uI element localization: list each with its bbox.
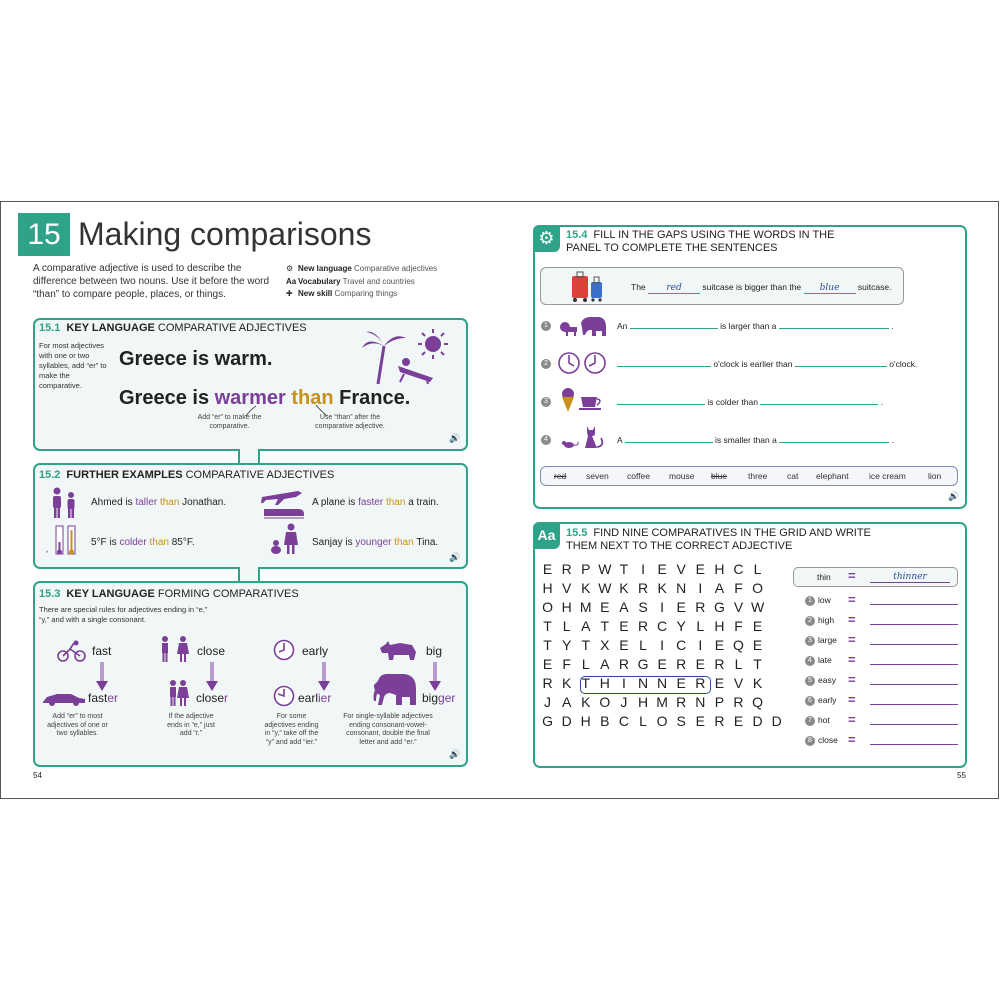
equals-sign: = xyxy=(848,632,856,647)
grid-letter[interactable]: E xyxy=(752,637,763,653)
word-bank-item[interactable]: cat xyxy=(787,471,799,481)
grid-letter[interactable]: A xyxy=(619,599,629,615)
grid-letter[interactable]: T xyxy=(619,561,629,577)
grid-letter[interactable]: W xyxy=(598,580,612,596)
comparative-bigger: bigger xyxy=(422,691,456,705)
question-number: 3 xyxy=(541,397,551,407)
grid-letter[interactable]: T xyxy=(543,618,552,634)
grid-letter[interactable]: L xyxy=(734,656,743,672)
word-bank-item[interactable]: mouse xyxy=(669,471,695,481)
note-earlier: For some adjectives ending in “y,” take off the “y” and add “ier.” xyxy=(264,713,319,746)
grid-letter[interactable]: G xyxy=(542,713,553,729)
answer-blank[interactable] xyxy=(630,328,718,329)
down-arrow xyxy=(429,662,441,692)
example-sentence-1: Greece is warm. xyxy=(119,348,273,370)
grid-letter[interactable]: T xyxy=(581,675,591,691)
grid-letter[interactable]: V xyxy=(676,561,686,577)
suitcases-icon xyxy=(568,270,608,304)
grid-letter[interactable]: V xyxy=(733,675,744,691)
speaker-icon[interactable]: 🔊 xyxy=(449,552,461,562)
grid-letter[interactable]: T xyxy=(753,656,762,672)
answer-line[interactable] xyxy=(870,684,958,685)
grid-letter[interactable]: E xyxy=(619,618,629,634)
equals-sign: = xyxy=(848,692,856,707)
note-faster: Add “er” to most adjectives of one or two syllables. xyxy=(47,713,108,737)
grid-letter[interactable]: E xyxy=(619,637,629,653)
grid-letter[interactable]: D xyxy=(752,713,763,729)
grid-letter[interactable]: L xyxy=(581,656,590,672)
thermometers-icon xyxy=(46,524,80,558)
grid-letter[interactable]: F xyxy=(734,580,743,596)
grid-letter[interactable]: N xyxy=(695,694,706,710)
answer-blank[interactable] xyxy=(795,366,887,367)
grid-letter[interactable]: C xyxy=(618,713,629,729)
grid-row xyxy=(538,580,767,596)
item-adjective: late xyxy=(818,655,832,665)
grid-letter[interactable]: I xyxy=(641,561,645,577)
aa-icon: Aa xyxy=(533,522,560,549)
answer-line[interactable] xyxy=(870,724,958,725)
grid-letter[interactable]: R xyxy=(695,599,706,615)
example-row-1: Ahmed is taller than Jonathan. xyxy=(91,497,227,508)
grid-letter[interactable]: H xyxy=(599,675,610,691)
note-arrows xyxy=(232,404,372,420)
grid-letter[interactable]: K xyxy=(752,675,763,691)
item-adjective: close xyxy=(818,735,838,745)
elephant-icon xyxy=(370,671,420,709)
example-sentence: The red suitcase is bigger than the blue suitcase. xyxy=(631,282,892,293)
answer-blank[interactable] xyxy=(625,442,713,443)
word-bank-item[interactable]: blue xyxy=(711,471,728,481)
page-title: Making comparisons xyxy=(78,216,372,252)
equals-sign: = xyxy=(848,712,856,727)
grid-letter[interactable]: L xyxy=(562,618,571,634)
panel-15-3-title: 15.3 KEY LANGUAGE FORMING COMPARATIVES xyxy=(39,588,299,600)
grid-letter[interactable]: R xyxy=(637,580,649,596)
grid-letter[interactable]: I xyxy=(660,637,665,653)
comparative-earlier: earlier xyxy=(298,691,332,705)
beach-icon xyxy=(358,326,458,388)
answer-line[interactable] xyxy=(870,664,958,665)
example-row-4: Sanjay is younger than Tina. xyxy=(312,537,439,548)
example-sentence-2: Greece is warmer than France. xyxy=(119,387,411,409)
equals-sign: = xyxy=(848,732,856,747)
grid-row xyxy=(538,656,767,672)
grid-row xyxy=(538,713,786,729)
adjective-big: big xyxy=(426,644,443,658)
baby-adult-icon xyxy=(268,523,302,555)
grid-letter[interactable]: P xyxy=(714,694,725,710)
car-icon xyxy=(41,691,87,707)
grid-letter[interactable]: H xyxy=(542,580,553,596)
equals-sign: = xyxy=(848,568,856,583)
gears-icon: ⚙ xyxy=(286,264,294,273)
word-bank-item[interactable]: seven xyxy=(586,471,609,481)
page-number-left: 54 xyxy=(33,771,42,780)
grid-letter[interactable]: K xyxy=(657,580,667,596)
grid-letter[interactable]: Q xyxy=(733,637,744,653)
grid-letter[interactable]: L xyxy=(639,713,647,729)
answer-line[interactable] xyxy=(870,744,958,745)
item-adjective: easy xyxy=(818,675,836,685)
panel-15-4-title: 15.4 FILL IN THE GAPS USING THE WORDS IN THE PANEL TO COMPLETE THE SENTENCES xyxy=(566,229,835,254)
grid-letter[interactable]: E xyxy=(657,561,667,577)
comparative-faster: faster xyxy=(88,691,119,705)
grid-letter[interactable]: E xyxy=(695,713,705,729)
answer-blank[interactable] xyxy=(779,328,889,329)
equals-sign: = xyxy=(848,652,856,667)
forming-intro: There are special rules for adjectives ending in “e,” “y,” and with a single consonant. xyxy=(39,605,208,624)
question-number: 2 xyxy=(541,359,551,369)
grid-letter[interactable]: N xyxy=(676,580,687,596)
question-4: A is smaller than a . xyxy=(617,435,894,445)
adjective-early: early xyxy=(302,644,329,658)
grid-letter[interactable]: A xyxy=(581,618,591,634)
item-adjective: low xyxy=(818,595,831,605)
grid-row xyxy=(538,599,767,615)
grid-letter[interactable]: I xyxy=(660,599,665,615)
answer-blank[interactable] xyxy=(617,404,705,405)
grid-letter[interactable]: E xyxy=(695,656,705,672)
item-number: 1 xyxy=(805,596,815,606)
grid-letter[interactable]: I xyxy=(698,580,703,596)
grid-letter[interactable]: H xyxy=(714,561,725,577)
grid-letter[interactable]: K xyxy=(581,580,591,596)
skills-list xyxy=(286,263,437,301)
grid-letter[interactable]: A xyxy=(561,694,572,710)
grid-letter[interactable]: G xyxy=(637,656,649,672)
item-number: 5 xyxy=(805,676,815,686)
aa-icon: Aa xyxy=(286,276,297,286)
grid-letter[interactable]: A xyxy=(600,656,610,672)
grid-letter[interactable]: O xyxy=(599,694,611,710)
grid-letter[interactable]: J xyxy=(544,694,552,710)
skill-new-skill: ✚ New skill Comparing things xyxy=(286,288,437,301)
grid-letter[interactable]: E xyxy=(542,656,553,672)
answer-line[interactable] xyxy=(870,644,958,645)
grid-letter[interactable]: E xyxy=(733,713,744,729)
grid-letter[interactable]: K xyxy=(581,694,591,710)
mouse-cat-icon xyxy=(561,424,605,450)
skill-vocabulary: Aa Vocabulary Travel and countries xyxy=(286,276,437,289)
grid-letter[interactable]: C xyxy=(657,618,668,634)
example-answer: thinner xyxy=(870,572,950,583)
grid-letter[interactable]: L xyxy=(753,561,762,577)
side-note: For most adjectives with one or two syllables, add “er” to make the comparative. xyxy=(39,341,107,390)
grid-letter[interactable]: H xyxy=(561,599,572,615)
grid-row xyxy=(538,637,767,653)
panel-15-1-title: 15.1 KEY LANGUAGE COMPARATIVE ADJECTIVES xyxy=(39,322,307,334)
word-bank-item[interactable]: lion xyxy=(928,471,942,481)
grid-letter[interactable]: N xyxy=(637,675,649,691)
note-add-er: Add “er” to make the comparative. xyxy=(197,414,262,430)
speaker-icon[interactable]: 🔊 xyxy=(449,749,461,759)
grid-letter[interactable]: P xyxy=(581,561,591,577)
item-adjective: high xyxy=(818,615,835,625)
grid-letter[interactable]: E xyxy=(676,599,686,615)
adjective-close: close xyxy=(197,644,226,658)
grid-letter[interactable]: R xyxy=(695,675,706,691)
question-number: 4 xyxy=(541,435,551,445)
down-arrow xyxy=(318,662,330,692)
item-number: 8 xyxy=(805,736,815,746)
grid-letter[interactable]: O xyxy=(752,580,764,596)
question-3: is colder than . xyxy=(617,397,883,407)
grid-letter[interactable]: W xyxy=(598,561,612,577)
grid-letter[interactable]: E xyxy=(542,561,553,577)
grid-letter[interactable]: D xyxy=(771,713,782,729)
grid-letter[interactable]: R xyxy=(637,618,649,634)
grid-letter[interactable]: R xyxy=(714,656,725,672)
grid-letter[interactable]: V xyxy=(561,580,572,596)
grid-letter[interactable]: N xyxy=(657,675,668,691)
panel-15-5-title: 15.5 FIND NINE COMPARATIVES IN THE GRID AND WRITE THEM NEXT TO THE CORRECT ADJECTIVE xyxy=(566,527,871,552)
item-number: 7 xyxy=(805,716,815,726)
panel-connector xyxy=(238,449,260,463)
grid-letter[interactable]: T xyxy=(581,637,591,653)
note-closer: If the adjective ends in “e,” just add “r.” xyxy=(167,713,215,737)
grid-letter[interactable]: T xyxy=(543,637,552,653)
item-adjective: early xyxy=(818,695,837,705)
grid-letter[interactable]: R xyxy=(542,675,553,691)
grid-letter[interactable]: M xyxy=(656,694,668,710)
grid-letter[interactable]: S xyxy=(638,599,648,615)
word-search-grid[interactable] xyxy=(538,561,782,741)
word-bank-item[interactable]: three xyxy=(748,471,768,481)
example-row-2: A plane is faster than a train. xyxy=(312,497,439,508)
example-row-3: 5°F is colder than 85°F. xyxy=(91,537,195,548)
grid-row xyxy=(538,618,767,634)
grid-row xyxy=(538,694,767,710)
grid-letter[interactable]: G xyxy=(713,599,725,615)
note-bigger: For single-syllable adjectives ending consonant-vowel-consonant, double the final letter and add “er.” xyxy=(343,713,433,746)
unit-number-badge: 15 xyxy=(18,213,70,256)
grid-letter[interactable]: S xyxy=(676,713,686,729)
grid-letter[interactable]: C xyxy=(733,561,744,577)
answer-line[interactable] xyxy=(870,624,958,625)
grid-letter[interactable]: X xyxy=(600,637,610,653)
word-bank-item[interactable]: coffee xyxy=(627,471,651,481)
panel-connector xyxy=(238,567,260,581)
grid-letter[interactable]: B xyxy=(600,713,610,729)
grid-letter[interactable]: Y xyxy=(676,618,686,634)
grid-letter[interactable]: E xyxy=(600,599,610,615)
grid-letter[interactable]: Q xyxy=(752,694,764,710)
question-number: 1 xyxy=(541,321,551,331)
rhino-icon xyxy=(376,638,418,662)
clock-icon xyxy=(273,685,295,707)
item-number: 2 xyxy=(805,616,815,626)
skill-new-language: ⚙ New language Comparative adjectives xyxy=(286,263,437,276)
word-bank-item[interactable]: ice cream xyxy=(869,471,906,481)
gears-icon: ⚙ xyxy=(533,225,560,252)
page-number-right: 55 xyxy=(957,771,966,780)
grid-letter[interactable]: E xyxy=(676,675,686,691)
item-number: 3 xyxy=(805,636,815,646)
grid-letter[interactable]: E xyxy=(752,618,763,634)
clock-icon xyxy=(273,639,295,661)
grid-letter[interactable]: K xyxy=(619,580,629,596)
answer-line[interactable] xyxy=(870,704,958,705)
plane-train-icon xyxy=(258,487,306,519)
grid-letter[interactable]: L xyxy=(639,637,647,653)
grid-letter[interactable]: R xyxy=(561,561,572,577)
people-together-icon xyxy=(168,680,190,708)
grid-letter[interactable]: C xyxy=(676,637,687,653)
grid-letter[interactable]: F xyxy=(734,618,743,634)
grid-letter[interactable]: D xyxy=(561,713,572,729)
grid-letter[interactable]: A xyxy=(714,580,725,596)
two-clocks-icon xyxy=(557,351,609,375)
people-apart-icon xyxy=(160,636,190,664)
adjective-fast: fast xyxy=(92,644,112,658)
grid-letter[interactable]: O xyxy=(542,599,553,615)
equals-sign: = xyxy=(848,672,856,687)
question-1: An is larger than a . xyxy=(617,321,894,331)
grid-letter[interactable]: Y xyxy=(561,637,572,653)
people-height-icon xyxy=(48,487,80,519)
intro-text: A comparative adjective is used to describe the difference between two nouns. Use it before the word “than” to compare people, places, or things. xyxy=(33,263,270,300)
comparative-closer: closer xyxy=(196,691,229,705)
grid-letter[interactable]: R xyxy=(618,656,629,672)
grid-letter[interactable]: F xyxy=(562,656,571,672)
grid-letter[interactable]: R xyxy=(676,656,687,672)
puzzle-icon: ✚ xyxy=(286,289,293,298)
item-adjective: large xyxy=(818,635,837,645)
speaker-icon[interactable]: 🔊 xyxy=(948,491,960,501)
grid-letter[interactable]: V xyxy=(733,599,744,615)
answer-blank[interactable] xyxy=(617,366,711,367)
found-word-circle xyxy=(580,676,711,694)
grid-letter[interactable]: J xyxy=(620,694,628,710)
grid-letter[interactable]: K xyxy=(561,675,572,691)
answer-blank[interactable] xyxy=(779,442,889,443)
cyclist-icon xyxy=(57,640,87,662)
grid-letter[interactable]: H xyxy=(637,694,649,710)
grid-letter[interactable]: I xyxy=(698,637,703,653)
grid-letter[interactable]: R xyxy=(733,694,744,710)
example-adjective: thin xyxy=(817,572,831,582)
grid-row xyxy=(538,561,767,577)
grid-letter[interactable]: W xyxy=(750,599,765,615)
grid-letter[interactable]: R xyxy=(714,713,725,729)
down-arrow xyxy=(96,662,108,692)
answer-blank[interactable] xyxy=(760,404,878,405)
item-number: 4 xyxy=(805,656,815,666)
grid-letter[interactable]: H xyxy=(580,713,591,729)
word-bank-item[interactable]: red xyxy=(554,471,567,481)
grid-letter[interactable]: I xyxy=(621,675,626,691)
grid-letter[interactable]: M xyxy=(579,599,592,615)
svg-text:*: * xyxy=(46,551,49,557)
grid-letter[interactable]: E xyxy=(714,637,725,653)
question-2: o'clock is earlier than o'clock. xyxy=(617,359,917,369)
item-number: 6 xyxy=(805,696,815,706)
note-use-than: Use “than” after the comparative adjective. xyxy=(315,414,385,430)
grid-letter[interactable]: L xyxy=(696,618,705,634)
grid-letter[interactable]: E xyxy=(657,656,667,672)
item-adjective: hot xyxy=(818,715,830,725)
word-bank-item[interactable]: elephant xyxy=(816,471,849,481)
answer-line[interactable] xyxy=(870,604,958,605)
grid-letter[interactable]: T xyxy=(600,618,610,634)
grid-letter[interactable]: R xyxy=(676,694,687,710)
lion-elephant-icon xyxy=(557,315,607,337)
icecream-coffee-icon xyxy=(559,387,605,413)
equals-sign: = xyxy=(848,592,856,607)
equals-sign: = xyxy=(848,612,856,627)
down-arrow xyxy=(206,662,218,692)
speaker-icon[interactable]: 🔊 xyxy=(449,433,461,443)
grid-letter[interactable]: E xyxy=(695,561,705,577)
panel-15-2-title: 15.2 FURTHER EXAMPLES COMPARATIVE ADJECTIVES xyxy=(39,469,335,481)
grid-letter[interactable]: O xyxy=(656,713,668,729)
grid-letter[interactable]: E xyxy=(714,675,725,691)
grid-letter[interactable]: H xyxy=(714,618,725,634)
